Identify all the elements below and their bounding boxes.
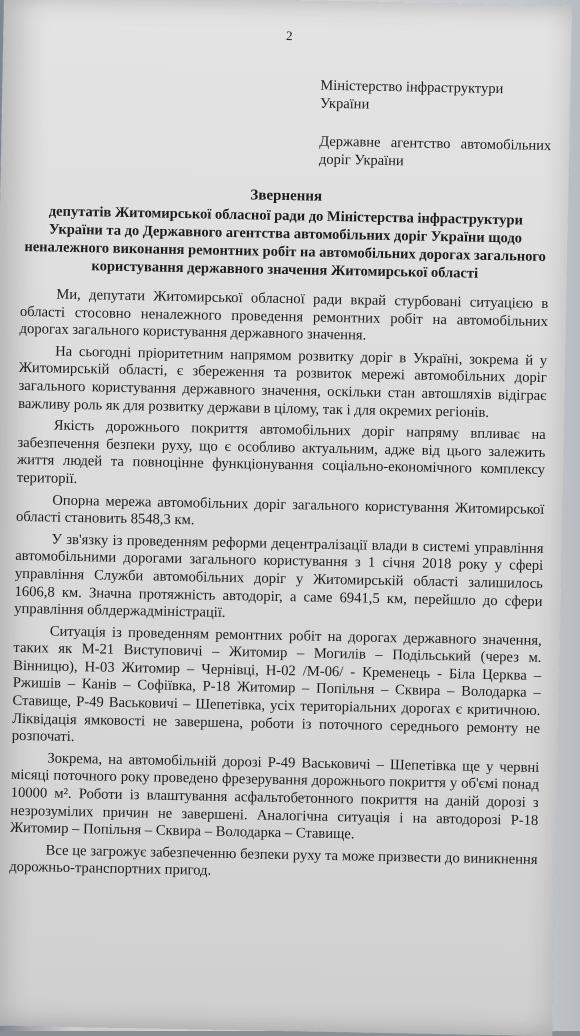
paragraph: У зв'язку із проведенням реформи децентралізації влади в системі управління автомобільними дорогами загального користування з 1 січня 2018 року у сфері управління Служби автомобільних доріг у Житомирській області залишилось 1606,8 км. Значна протяжність автодоріг, а саме 6941,5 км, перейшло до сфери управління облдержадміністрації. [14, 531, 544, 622]
appeal-title: Звернення [250, 187, 323, 205]
recipient-ministry: Міністерство інфраструктури України [319, 77, 504, 113]
page-number: 2 [285, 27, 293, 44]
paragraph: Ми, депутати Житомирської обласної ради вкрай стурбовані ситуацією в області стосовно неналежного проведення ремонтних робіт на автомобільних дорогах загального користування державного значення. [19, 286, 549, 344]
paragraph: На сьогодні пріоритетним напрямом розвитку доріг в Україні, зокрема й у Житомирській області, є збереження та розвиток мережі автомобільних доріг загального користування державного значення, оскільки стан автошляхів відіграє важливу роль як для розвитку держави в цілому, так і для окремих регіонів. [18, 343, 548, 421]
paragraph: Зокрема, на автомобільній дорозі Р-49 Васьковичі – Шепетівка ще у червні місяці поточного року проведено фрезерування дорожнього покриття у об'ємі понад 10000 м². Роботи із влаштування асфальтобетонного покриття на даній дорозі з незрозумілих причин не завершені. Аналогічна ситуація і на автодорозі Р-18 Житомир – Попільня – Сквира – Володарка – Ставище. [9, 750, 540, 843]
appeal-subtitle: депутатів Житомирської обласної ради до Міністерства інфраструктури України та до Державного агентства автомобільних доріг України щодо неналежного виконання ремонтних робіт на автомобільних дорогах загального користування державного значення Житомирської області [24, 203, 547, 282]
paragraph: Ситуація із проведенням ремонтних робіт на дорогах державного значення, таких як М-21 Виступовичі – Житомир – Могилів – Подільський (через м. Вінницю), Н-03 Житомир – Чернівці, Н-02 /М-06/ - Кременець - Біла Церква – Ржишів – Канів – Софіївка, Р-18 Житомир – Попільня – Сквира – Володарка – Ставище, Р-49 Васьковичі – Шепетівка, усіх територіальних дорогах є критичною. Ліквідація ямковості не завершена, роботи із поточного середнього ремонту не розпочаті. [11, 623, 542, 746]
recipient-agency: Державне агентство автомобільних доріг України [318, 133, 552, 170]
appeal-body [9, 286, 548, 887]
recipients-block [319, 77, 553, 173]
page-content [9, 19, 553, 891]
paragraph: Все це загрожує забезпеченню безпеки руху та може призвести до виникнення дорожньо-транспортних пригод. [9, 842, 538, 880]
paragraph: Якість дорожнього покриття автомобільних доріг напряму впливає на забезпечення безпеки руху, що є особливо актуальним, адже від цього залежить життя людей та повноцінне функціонування соціально-економічного комплексу території. [16, 417, 546, 487]
paragraph: Опорна мережа автомобільних доріг загального користування Житомирської області становить 8548,3 км. [15, 492, 545, 529]
